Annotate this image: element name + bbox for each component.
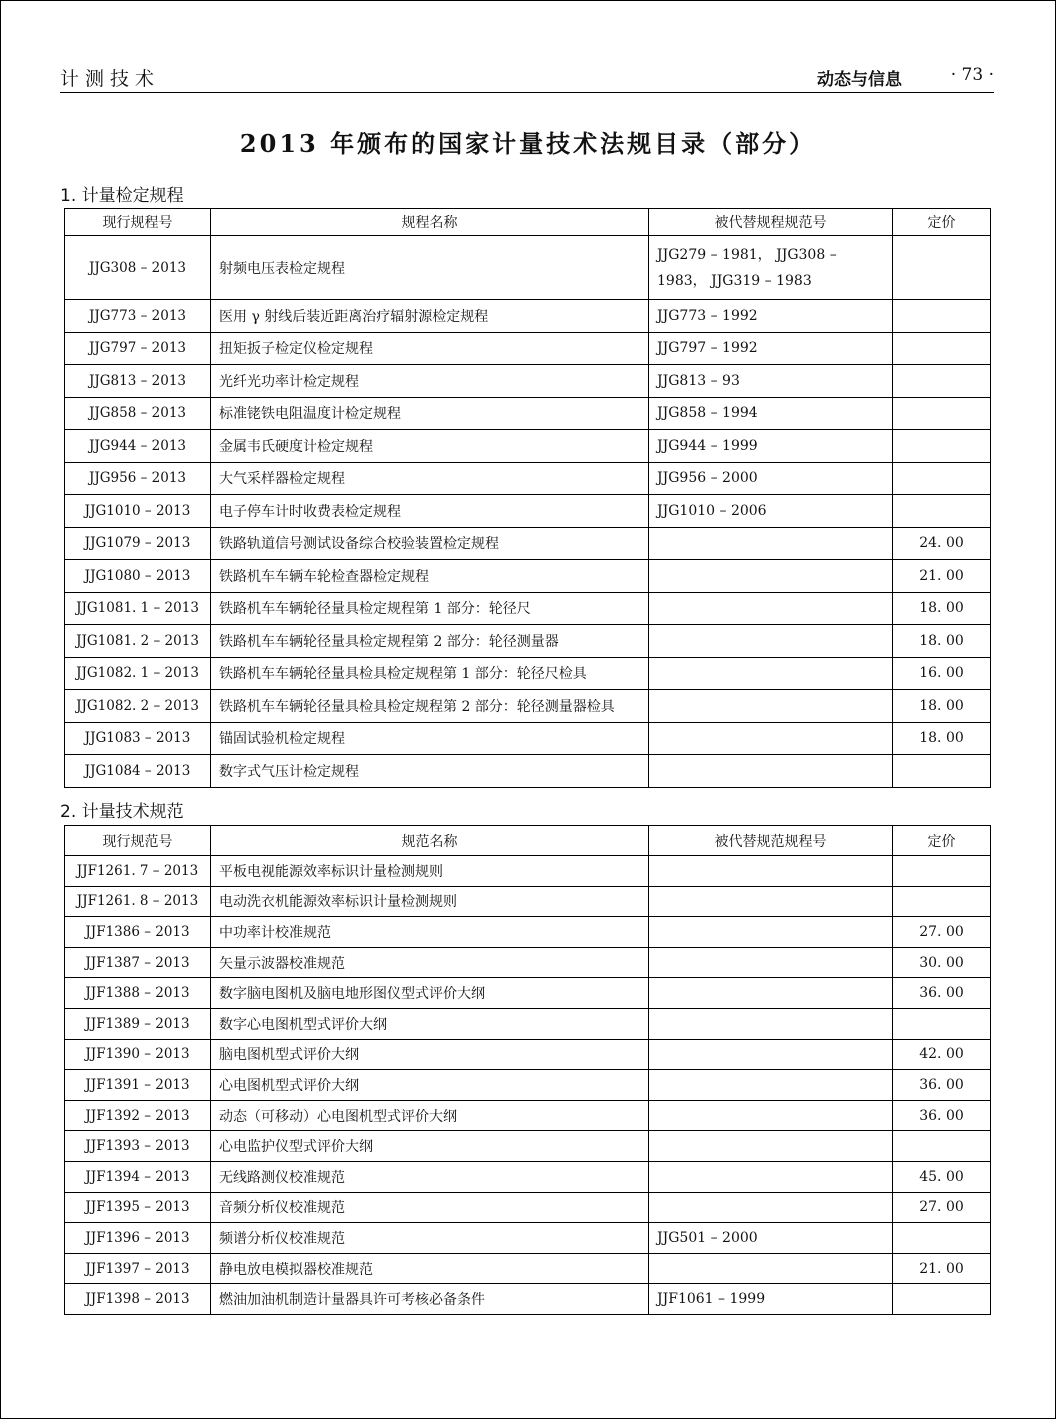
price: 27. 00 <box>893 1192 991 1223</box>
regulation-name: 医用 γ 射线后装近距离治疗辐射源检定规程 <box>211 300 649 333</box>
regulation-name: 频谱分析仪校准规范 <box>211 1223 649 1254</box>
regulation-code: JJF1389 – 2013 <box>65 1008 211 1039</box>
replaced-code: JJG501 – 2000 <box>649 1223 893 1254</box>
regulation-code: JJF1391 – 2013 <box>65 1070 211 1101</box>
regulation-code: JJG1082. 1 – 2013 <box>65 657 211 690</box>
regulation-code: JJG308 – 2013 <box>65 236 211 300</box>
price <box>893 365 991 398</box>
regulation-code: JJG1079 – 2013 <box>65 527 211 560</box>
price <box>893 1131 991 1162</box>
replaced-code <box>649 560 893 593</box>
table-row <box>65 917 991 948</box>
regulation-code: JJF1395 – 2013 <box>65 1192 211 1223</box>
replaced-code: JJG773 – 1992 <box>649 300 893 333</box>
price <box>893 1223 991 1254</box>
regulation-code: JJG944 – 2013 <box>65 430 211 463</box>
table-row <box>65 560 991 593</box>
section2-heading: 2. 计量技术规范 <box>60 802 184 822</box>
price: 30. 00 <box>893 947 991 978</box>
replaced-code <box>649 1161 893 1192</box>
table-row <box>65 1039 991 1070</box>
technical-specifications-table <box>64 825 991 1315</box>
replaced-code: JJG1010 – 2006 <box>649 495 893 528</box>
regulation-code: JJF1392 – 2013 <box>65 1100 211 1131</box>
regulation-code: JJF1261. 7 – 2013 <box>65 856 211 887</box>
price: 18. 00 <box>893 690 991 723</box>
regulation-name: 静电放电模拟器校准规范 <box>211 1253 649 1284</box>
table-body <box>65 856 991 1315</box>
regulation-code: JJG1010 – 2013 <box>65 495 211 528</box>
page-number: · 73 · <box>950 65 994 85</box>
price <box>893 1284 991 1315</box>
regulation-name: 铁路机车车辆车轮检查器检定规程 <box>211 560 649 593</box>
section1-heading: 1. 计量检定规程 <box>60 186 184 206</box>
table-row <box>65 1253 991 1284</box>
regulation-name: 动态（可移动）心电图机型式评价大纲 <box>211 1100 649 1131</box>
price: 21. 00 <box>893 1253 991 1284</box>
replaced-code: JJG944 – 1999 <box>649 430 893 463</box>
replaced-code <box>649 947 893 978</box>
replaced-code <box>649 1070 893 1101</box>
price: 18. 00 <box>893 592 991 625</box>
regulation-name: 铁路机车车辆轮径量具检具检定规程第 2 部分：轮径测量器检具 <box>211 690 649 723</box>
regulation-name: 无线路测仪校准规范 <box>211 1161 649 1192</box>
regulation-name: 铁路机车车辆轮径量具检具检定规程第 1 部分：轮径尺检具 <box>211 657 649 690</box>
replaced-code <box>649 1100 893 1131</box>
column-header: 规范名称 <box>211 826 649 856</box>
regulation-code: JJG858 – 2013 <box>65 397 211 430</box>
regulation-name: 数字心电图机型式评价大纲 <box>211 1008 649 1039</box>
table-row <box>65 462 991 495</box>
table-row <box>65 1100 991 1131</box>
replaced-code <box>649 657 893 690</box>
column-header: 被代替规范规程号 <box>649 826 893 856</box>
replaced-code: JJG858 – 1994 <box>649 397 893 430</box>
price <box>893 856 991 887</box>
regulation-name: 射频电压表检定规程 <box>211 236 649 300</box>
regulation-code: JJF1393 – 2013 <box>65 1131 211 1162</box>
price: 36. 00 <box>893 978 991 1009</box>
replaced-code: JJF1061 – 1999 <box>649 1284 893 1315</box>
regulation-name: 光纤光功率计检定规程 <box>211 365 649 398</box>
price <box>893 236 991 300</box>
replaced-code <box>649 978 893 1009</box>
column-header: 现行规范号 <box>65 826 211 856</box>
regulation-code: JJF1261. 8 – 2013 <box>65 886 211 917</box>
price: 42. 00 <box>893 1039 991 1070</box>
price <box>893 300 991 333</box>
table-row <box>65 397 991 430</box>
table-row <box>65 430 991 463</box>
replaced-code <box>649 1039 893 1070</box>
table-row <box>65 300 991 333</box>
regulation-code: JJG1080 – 2013 <box>65 560 211 593</box>
replaced-code <box>649 856 893 887</box>
regulation-code: JJG1081. 1 – 2013 <box>65 592 211 625</box>
table-row <box>65 1131 991 1162</box>
verification-regulations-table <box>64 208 991 788</box>
regulation-code: JJF1398 – 2013 <box>65 1284 211 1315</box>
regulation-code: JJF1396 – 2013 <box>65 1223 211 1254</box>
price: 45. 00 <box>893 1161 991 1192</box>
replaced-code <box>649 1192 893 1223</box>
table-row <box>65 1161 991 1192</box>
replaced-code <box>649 722 893 755</box>
table-row <box>65 978 991 1009</box>
regulation-code: JJG813 – 2013 <box>65 365 211 398</box>
price: 24. 00 <box>893 527 991 560</box>
table-row <box>65 236 991 300</box>
regulation-name: 锚固试验机检定规程 <box>211 722 649 755</box>
journal-name: 计测技术 <box>60 68 161 90</box>
price <box>893 462 991 495</box>
regulation-name: 电子停车计时收费表检定规程 <box>211 495 649 528</box>
regulation-name: 大气采样器检定规程 <box>211 462 649 495</box>
regulation-name: 音频分析仪校准规范 <box>211 1192 649 1223</box>
replaced-code <box>649 690 893 723</box>
table-row <box>65 886 991 917</box>
regulation-name: 数字式气压计检定规程 <box>211 755 649 788</box>
table-row <box>65 755 991 788</box>
replaced-code: JJG956 – 2000 <box>649 462 893 495</box>
regulation-code: JJF1390 – 2013 <box>65 1039 211 1070</box>
running-header <box>60 66 994 93</box>
table-body <box>65 236 991 788</box>
replaced-code <box>649 1008 893 1039</box>
replaced-code <box>649 527 893 560</box>
price <box>893 430 991 463</box>
replaced-code <box>649 917 893 948</box>
section-tag: 动态与信息 <box>817 70 902 90</box>
regulation-code: JJG956 – 2013 <box>65 462 211 495</box>
replaced-code <box>649 1131 893 1162</box>
replaced-code <box>649 886 893 917</box>
regulation-code: JJF1386 – 2013 <box>65 917 211 948</box>
replaced-code: JJG813 – 93 <box>649 365 893 398</box>
regulation-name: 燃油加油机制造计量器具许可考核必备条件 <box>211 1284 649 1315</box>
table-row <box>65 947 991 978</box>
regulation-name: 金属韦氏硬度计检定规程 <box>211 430 649 463</box>
price <box>893 755 991 788</box>
table-row <box>65 1008 991 1039</box>
regulation-code: JJF1397 – 2013 <box>65 1253 211 1284</box>
price: 18. 00 <box>893 722 991 755</box>
price: 21. 00 <box>893 560 991 593</box>
column-header: 定价 <box>893 826 991 856</box>
regulation-name: 心电监护仪型式评价大纲 <box>211 1131 649 1162</box>
table-row <box>65 856 991 887</box>
regulation-name: 心电图机型式评价大纲 <box>211 1070 649 1101</box>
regulation-code: JJG1083 – 2013 <box>65 722 211 755</box>
price: 27. 00 <box>893 917 991 948</box>
price: 36. 00 <box>893 1070 991 1101</box>
price <box>893 332 991 365</box>
page-title: 2013 年颁布的国家计量技术法规目录（部分） <box>239 129 817 158</box>
regulation-code: JJG1084 – 2013 <box>65 755 211 788</box>
regulation-name: 数字脑电图机及脑电地形图仪型式评价大纲 <box>211 978 649 1009</box>
regulation-name: 电动洗衣机能源效率标识计量检测规则 <box>211 886 649 917</box>
table-row <box>65 690 991 723</box>
table-header-row <box>65 209 991 236</box>
regulation-code: JJF1387 – 2013 <box>65 947 211 978</box>
price <box>893 886 991 917</box>
table-row <box>65 592 991 625</box>
table-row <box>65 1192 991 1223</box>
price <box>893 1008 991 1039</box>
regulation-name: 铁路机车车辆轮径量具检定规程第 2 部分：轮径测量器 <box>211 625 649 658</box>
price: 18. 00 <box>893 625 991 658</box>
replaced-code: JJG279 – 1981， JJG308 – 1983， JJG319 – 1983 <box>649 236 893 300</box>
regulation-code: JJG1082. 2 – 2013 <box>65 690 211 723</box>
regulation-code: JJG773 – 2013 <box>65 300 211 333</box>
table-row <box>65 625 991 658</box>
column-header: 定价 <box>893 209 991 236</box>
column-header: 被代替规程规范号 <box>649 209 893 236</box>
replaced-code <box>649 592 893 625</box>
replaced-code <box>649 625 893 658</box>
regulation-name: 标准铑铁电阻温度计检定规程 <box>211 397 649 430</box>
price: 16. 00 <box>893 657 991 690</box>
replaced-code: JJG797 – 1992 <box>649 332 893 365</box>
regulation-name: 矢量示波器校准规范 <box>211 947 649 978</box>
table-row <box>65 1284 991 1315</box>
regulation-name: 铁路机车车辆轮径量具检定规程第 1 部分：轮径尺 <box>211 592 649 625</box>
column-header: 规程名称 <box>211 209 649 236</box>
table-row <box>65 1223 991 1254</box>
regulation-name: 铁路轨道信号测试设备综合校验装置检定规程 <box>211 527 649 560</box>
table-row <box>65 365 991 398</box>
table-row <box>65 527 991 560</box>
regulation-name: 扭矩扳子检定仪检定规程 <box>211 332 649 365</box>
regulation-code: JJG797 – 2013 <box>65 332 211 365</box>
table-header-row <box>65 826 991 856</box>
column-header: 现行规程号 <box>65 209 211 236</box>
regulation-code: JJF1394 – 2013 <box>65 1161 211 1192</box>
replaced-code <box>649 1253 893 1284</box>
regulation-code: JJG1081. 2 – 2013 <box>65 625 211 658</box>
table-row <box>65 1070 991 1101</box>
table-row <box>65 722 991 755</box>
table-row <box>65 657 991 690</box>
price <box>893 397 991 430</box>
regulation-code: JJF1388 – 2013 <box>65 978 211 1009</box>
regulation-name: 脑电图机型式评价大纲 <box>211 1039 649 1070</box>
replaced-code <box>649 755 893 788</box>
regulation-name: 中功率计校准规范 <box>211 917 649 948</box>
table-row <box>65 495 991 528</box>
table-row <box>65 332 991 365</box>
regulation-name: 平板电视能源效率标识计量检测规则 <box>211 856 649 887</box>
price <box>893 495 991 528</box>
price: 36. 00 <box>893 1100 991 1131</box>
